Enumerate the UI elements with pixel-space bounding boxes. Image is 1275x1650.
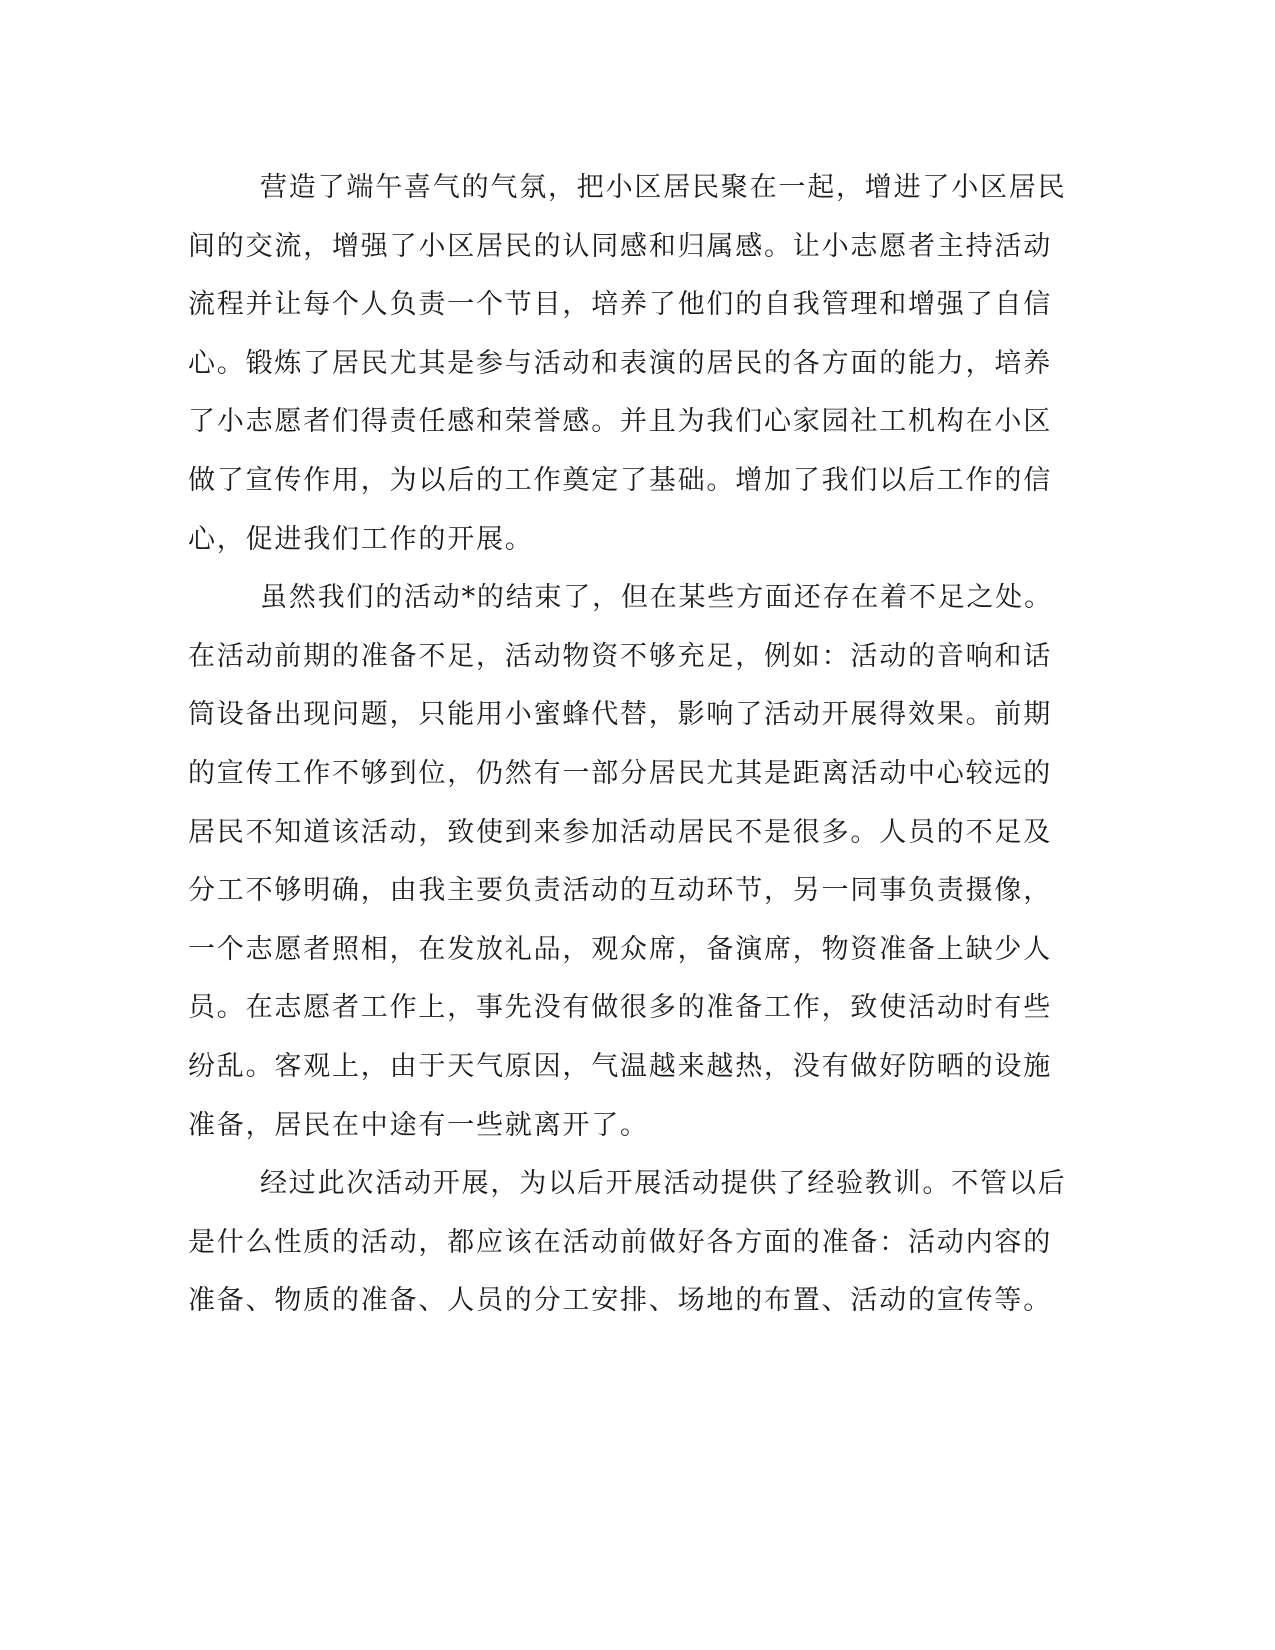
paragraph-2-line-8: 员。在志愿者工作上，事先没有做很多的准备工作，致使活动时有些 <box>188 992 1052 1024</box>
paragraph-2-line-10: 准备，居民在中途有一些就离开了。 <box>188 1109 649 1141</box>
paragraph-1-line-6: 做了宣传作用，为以后的工作奠定了基础。增加了我们以后工作的信 <box>188 464 1052 496</box>
paragraph-2-line-5: 居民不知道该活动，致使到来参加活动居民不是很多。人员的不足及 <box>188 816 1052 848</box>
paragraph-2-line-4: 的宣传工作不够到位，仍然有一部分居民尤其是距离活动中心较远的 <box>188 757 1052 789</box>
paragraph-2-line-2: 在活动前期的准备不足，活动物资不够充足，例如：活动的音响和话 <box>188 640 1052 672</box>
paragraph-3-line-1: 经过此次活动开展，为以后开展活动提供了经验教训。不管以后 <box>260 1168 1067 1200</box>
paragraph-1-line-4: 心。锻炼了居民尤其是参与活动和表演的居民的各方面的能力，培养 <box>188 347 1052 379</box>
paragraph-1-line-3: 流程并让每个人负责一个节目，培养了他们的自我管理和增强了自信 <box>188 289 1052 321</box>
paragraph-1-line-5: 了小志愿者们得责任感和荣誉感。并且为我们心家园社工机构在小区 <box>188 406 1052 438</box>
paragraph-3-line-3: 准备、物质的准备、人员的分工安排、场地的布置、活动的宣传等。 <box>188 1285 1052 1317</box>
paragraph-1-line-1: 营造了端午喜气的气氛，把小区居民聚在一起，增进了小区居民 <box>260 172 1067 203</box>
paragraph-2-line-7: 一个志愿者照相，在发放礼品，观众席，备演席，物资准备上缺少人 <box>188 933 1052 965</box>
paragraph-1-line-2: 间的交流，增强了小区居民的认同感和归属感。让小志愿者主持活动 <box>188 230 1052 262</box>
paragraph-2-line-3: 筒设备出现问题，只能用小蜜蜂代替，影响了活动开展得效果。前期 <box>188 699 1052 731</box>
paragraph-2-line-6: 分工不够明确，由我主要负责活动的互动环节，另一同事负责摄像， <box>188 875 1052 907</box>
paragraph-2-line-9: 纷乱。客观上，由于天气原因，气温越来越热，没有做好防晒的设施 <box>188 1050 1052 1082</box>
document-body <box>188 159 1067 1331</box>
paragraph-1-line-7: 心，促进我们工作的开展。 <box>188 523 534 555</box>
paragraph-3-line-2: 是什么性质的活动，都应该在活动前做好各方面的准备：活动内容的 <box>188 1226 1052 1258</box>
paragraph-2-line-1: 虽然我们的活动*的结束了，但在某些方面还存在着不足之处。 <box>260 582 1053 614</box>
